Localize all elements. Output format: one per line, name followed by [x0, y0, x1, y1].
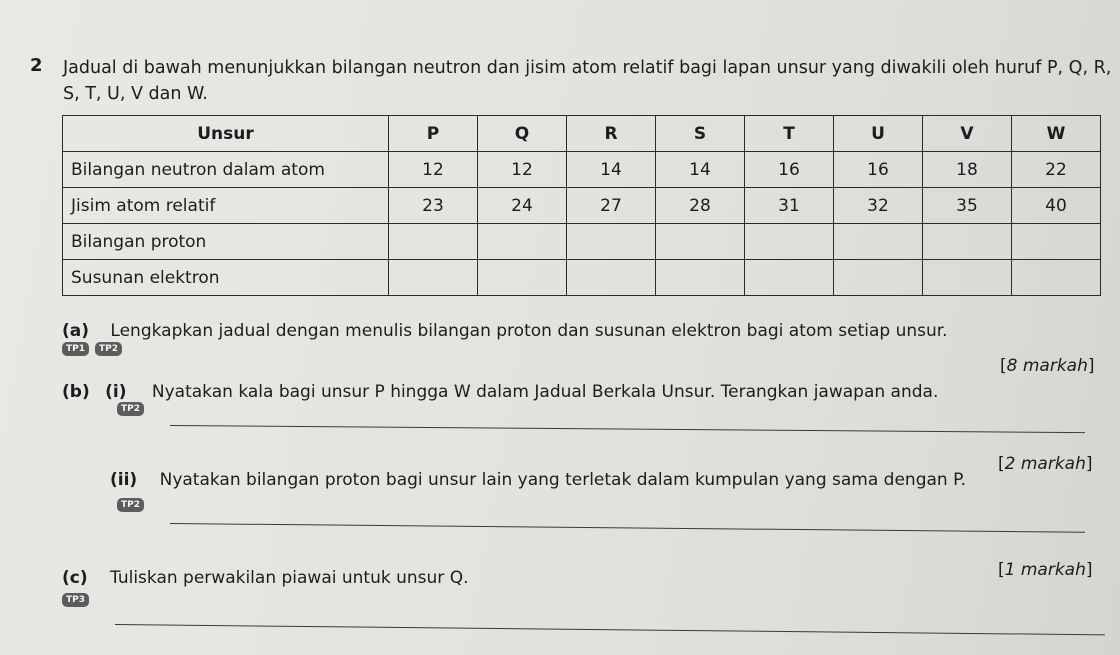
cell: 31 [745, 188, 834, 224]
cell: 16 [834, 152, 923, 188]
part-b-ii-marks-text: 1 markah [1004, 560, 1086, 580]
answer-cell[interactable] [1012, 260, 1101, 296]
tp2-badge: TP2 [117, 402, 144, 416]
answer-line-c[interactable] [115, 624, 1105, 635]
part-c [62, 568, 468, 588]
part-b-i-marks-text: 2 markah [1004, 454, 1086, 474]
row-label: Susunan elektron [63, 260, 389, 296]
tp2-badge: TP2 [95, 342, 122, 356]
part-b-ii [110, 470, 966, 490]
answer-cell[interactable] [656, 260, 745, 296]
part-a [62, 321, 948, 341]
header-T: T [745, 116, 834, 152]
answer-cell[interactable] [567, 224, 656, 260]
cell: 22 [1012, 152, 1101, 188]
row-label: Jisim atom relatif [63, 188, 389, 224]
answer-cell[interactable] [745, 260, 834, 296]
cell: 27 [567, 188, 656, 224]
question-number: 2 [30, 55, 43, 76]
part-a-label: (a) [62, 321, 90, 341]
answer-cell[interactable] [834, 260, 923, 296]
cell: 12 [389, 152, 478, 188]
header-S: S [656, 116, 745, 152]
part-b-i [62, 382, 938, 402]
table-row-mass [63, 188, 1101, 224]
header-P: P [389, 116, 478, 152]
header-W: W [1012, 116, 1101, 152]
answer-line-b-ii[interactable] [170, 523, 1085, 533]
answer-cell[interactable] [389, 260, 478, 296]
tp2-badge: TP2 [117, 498, 144, 512]
answer-cell[interactable] [923, 224, 1012, 260]
part-a-text: Lengkapkan jadual dengan menulis bilangan proton dan susunan elektron bagi atom setiap unsur. [110, 321, 948, 341]
header-U: U [834, 116, 923, 152]
row-label: Bilangan neutron dalam atom [63, 152, 389, 188]
cell: 14 [567, 152, 656, 188]
answer-cell[interactable] [389, 224, 478, 260]
answer-cell[interactable] [745, 224, 834, 260]
answer-cell[interactable] [478, 224, 567, 260]
answer-cell[interactable] [567, 260, 656, 296]
table-header-row [63, 116, 1101, 152]
header-Q: Q [478, 116, 567, 152]
cell: 16 [745, 152, 834, 188]
table-row-proton [63, 224, 1101, 260]
part-b-i-text: Nyatakan kala bagi unsur P hingga W dalam Jadual Berkala Unsur. Terangkan jawapan anda. [151, 382, 939, 402]
cell: 23 [389, 188, 478, 224]
cell: 28 [656, 188, 745, 224]
header-unsur: Unsur [63, 116, 389, 152]
part-b-ii-label: (ii) [110, 470, 138, 490]
cell: 12 [478, 152, 567, 188]
part-a-marks-text: 8 markah [1006, 356, 1088, 376]
tp1-badge: TP1 [62, 342, 89, 356]
part-b-ii-marks: [1 markah] [998, 560, 1093, 580]
part-c-label: (c) [62, 568, 88, 588]
cell: 32 [834, 188, 923, 224]
cell: 14 [656, 152, 745, 188]
answer-cell[interactable] [1012, 224, 1101, 260]
tp3-badge: TP3 [62, 593, 89, 607]
question-text: Jadual di bawah menunjukkan bilangan neutron dan jisim atom relatif bagi lapan unsur yang diwakili oleh huruf P, Q, R, S, T, U, V dan W. [63, 58, 1112, 104]
cell: 24 [478, 188, 567, 224]
element-table [62, 115, 1101, 296]
cell: 35 [923, 188, 1012, 224]
header-V: V [923, 116, 1012, 152]
table-row-electron [63, 260, 1101, 296]
row-label: Bilangan proton [63, 224, 389, 260]
header-R: R [567, 116, 656, 152]
part-b-label: (b) [62, 382, 90, 402]
part-c-text: Tuliskan perwakilan piawai untuk unsur Q. [110, 568, 469, 588]
part-b-i-label: (i) [105, 382, 127, 402]
answer-cell[interactable] [923, 260, 1012, 296]
table-row-neutron [63, 152, 1101, 188]
answer-cell[interactable] [478, 260, 567, 296]
answer-cell[interactable] [656, 224, 745, 260]
answer-line-b-i[interactable] [170, 425, 1085, 433]
part-b-i-marks: [2 markah] [998, 454, 1093, 474]
cell: 40 [1012, 188, 1101, 224]
answer-cell[interactable] [834, 224, 923, 260]
part-b-ii-text: Nyatakan bilangan proton bagi unsur lain yang terletak dalam kumpulan yang sama dengan P. [159, 470, 967, 490]
cell: 18 [923, 152, 1012, 188]
part-a-marks: [8 markah] [1000, 356, 1095, 376]
